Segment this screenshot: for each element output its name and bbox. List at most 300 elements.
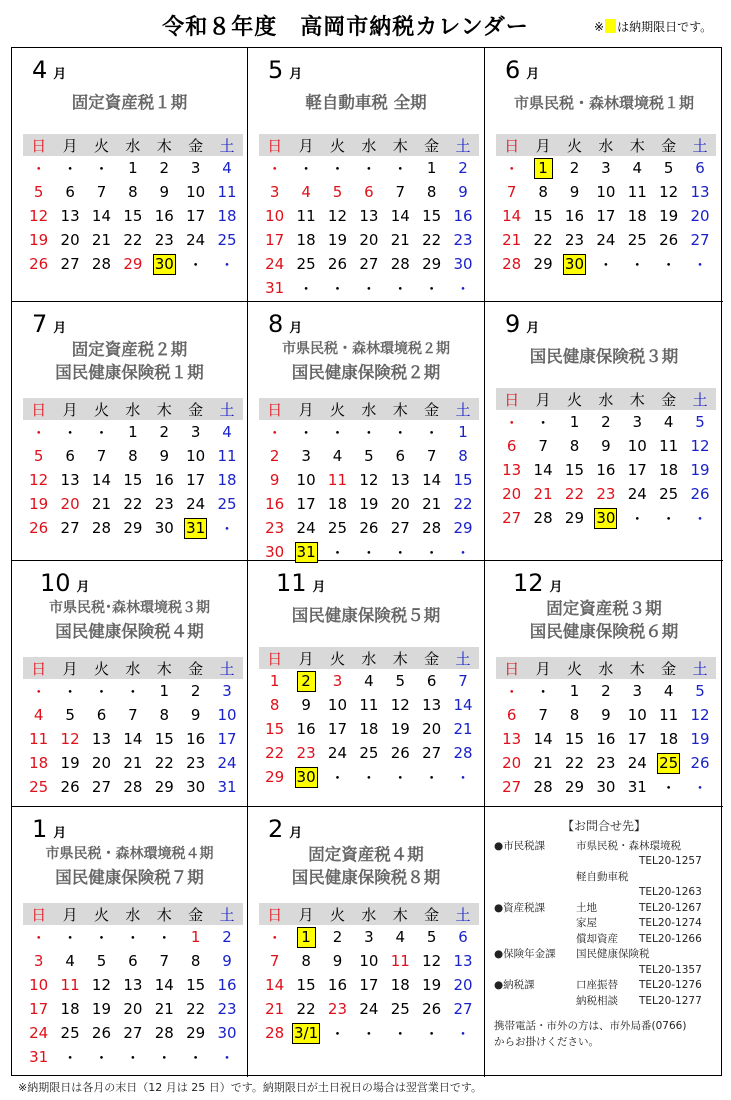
day-cell: 19 bbox=[60, 754, 80, 772]
day-cell: 17 bbox=[29, 1000, 49, 1018]
week-row bbox=[259, 468, 479, 492]
weekday-header: 水 bbox=[353, 398, 384, 420]
day-cell: 1 bbox=[569, 682, 580, 700]
month-calendar-table bbox=[259, 647, 479, 789]
week-row bbox=[496, 727, 716, 751]
week-row bbox=[496, 204, 716, 228]
weekday-header: 火 bbox=[322, 903, 353, 925]
day-cell: ・ bbox=[504, 682, 520, 701]
day-cell: 28 bbox=[265, 1024, 285, 1042]
weekday-header: 金 bbox=[416, 134, 447, 156]
day-cell: 29 bbox=[123, 255, 143, 273]
day-cell: 18 bbox=[659, 730, 679, 748]
week-row bbox=[23, 228, 243, 252]
day-cell: 16 bbox=[453, 207, 473, 225]
day-cell: 21 bbox=[154, 1000, 174, 1018]
day-cell: 16 bbox=[327, 976, 348, 994]
tax-item: 国民健康保険税７期 bbox=[55, 868, 204, 887]
day-cell: 19 bbox=[29, 495, 49, 513]
day-cell: 30 bbox=[596, 778, 616, 796]
day-cell: 3 bbox=[364, 928, 374, 946]
weekday-header: 金 bbox=[180, 398, 211, 420]
weekday-header: 月 bbox=[290, 647, 321, 669]
day-cell: 13 bbox=[502, 730, 522, 748]
day-cell: 7 bbox=[128, 706, 138, 724]
day-cell: 31 bbox=[217, 778, 237, 796]
month-number: 12 bbox=[513, 569, 544, 597]
day-cell: ・ bbox=[661, 255, 677, 274]
day-cell: ・ bbox=[392, 768, 408, 787]
day-cell bbox=[559, 252, 590, 276]
day-cell: 14 bbox=[453, 696, 473, 714]
contact-row bbox=[494, 978, 714, 994]
day-cell: ・ bbox=[156, 928, 172, 947]
day-cell: 24 bbox=[217, 754, 237, 772]
contact-note: 携帯電話・市外の方は、市外局番(0766) bbox=[494, 1020, 687, 1032]
week-row bbox=[259, 444, 479, 468]
day-cell: 18 bbox=[60, 1000, 80, 1018]
day-cell bbox=[290, 1021, 321, 1045]
day-cell: 30 bbox=[217, 1024, 237, 1042]
department: ●納税課 bbox=[494, 979, 535, 991]
week-row bbox=[23, 156, 243, 180]
day-cell: 27 bbox=[390, 519, 410, 537]
week-row bbox=[23, 703, 243, 727]
day-cell: 28 bbox=[533, 778, 553, 796]
day-cell: 16 bbox=[296, 720, 316, 738]
day-cell: 21 bbox=[533, 485, 553, 503]
day-cell: 25 bbox=[296, 255, 316, 273]
day-cell: ・ bbox=[62, 682, 78, 701]
day-cell: 14 bbox=[265, 976, 285, 994]
tax-item: 市県民税・森林環境税２期 bbox=[282, 341, 450, 357]
day-cell: 20 bbox=[422, 720, 442, 738]
day-cell: 9 bbox=[569, 183, 580, 201]
day-cell: 2 bbox=[159, 159, 170, 177]
day-cell: 4 bbox=[222, 159, 232, 177]
weekday-header: 月 bbox=[290, 134, 321, 156]
day-cell: 18 bbox=[659, 461, 679, 479]
weekday-header: 水 bbox=[117, 398, 148, 420]
day-cell: ・ bbox=[219, 519, 235, 538]
day-cell: 26 bbox=[91, 1024, 112, 1042]
week-row bbox=[23, 492, 243, 516]
month-label bbox=[276, 569, 326, 597]
week-row bbox=[23, 925, 243, 949]
day-cell: 6 bbox=[395, 447, 406, 465]
month-cell-8 bbox=[248, 302, 485, 561]
day-cell: 12 bbox=[359, 471, 379, 489]
day-cell: ・ bbox=[267, 159, 283, 178]
weekday-header: 土 bbox=[447, 903, 478, 925]
weekday-header: 木 bbox=[385, 903, 416, 925]
contact-row bbox=[494, 885, 714, 901]
month-number: 2 bbox=[268, 815, 284, 843]
day-cell: 18 bbox=[29, 754, 49, 772]
day-cell: 21 bbox=[390, 231, 410, 249]
day-cell: 8 bbox=[458, 447, 468, 465]
day-cell: 12 bbox=[327, 207, 348, 225]
weekday-header: 木 bbox=[385, 134, 416, 156]
day-cell: 17 bbox=[217, 730, 237, 748]
month-calendar-table bbox=[496, 657, 716, 799]
day-cell: 4 bbox=[301, 183, 311, 201]
tax-type: 納税相談 bbox=[576, 994, 618, 1007]
day-cell: 30 bbox=[265, 543, 285, 561]
due-date-highlight: 2 bbox=[297, 671, 316, 692]
day-cell: 24 bbox=[627, 485, 647, 503]
day-cell: 7 bbox=[506, 183, 517, 201]
day-cell: 13 bbox=[91, 730, 112, 748]
weekday-header: 水 bbox=[353, 647, 384, 669]
day-cell bbox=[290, 669, 321, 693]
footnote: ※納期限日は各月の末日（12 月は 25 日）です。納期限日が土日祝日の場合は翌営業日です。 bbox=[18, 1081, 482, 1094]
day-cell: 20 bbox=[390, 495, 410, 513]
day-cell: 15 bbox=[564, 730, 585, 748]
week-row bbox=[496, 506, 716, 530]
day-cell: 6 bbox=[506, 706, 517, 724]
tax-due-list bbox=[12, 338, 247, 384]
day-cell: ・ bbox=[361, 543, 377, 562]
weekday-header: 日 bbox=[23, 657, 54, 679]
weekday-header: 金 bbox=[653, 657, 684, 679]
day-cell: ・ bbox=[361, 423, 377, 442]
weekday-header: 日 bbox=[23, 903, 54, 925]
month-cell-12 bbox=[485, 561, 723, 807]
day-cell: 14 bbox=[390, 207, 410, 225]
day-cell: 2 bbox=[190, 682, 201, 700]
day-cell: 11 bbox=[359, 696, 379, 714]
tax-type: 国民健康保険税 bbox=[576, 948, 650, 960]
day-cell: 14 bbox=[154, 976, 174, 994]
tax-due-list bbox=[248, 843, 484, 889]
week-row bbox=[496, 180, 716, 204]
week-row bbox=[23, 973, 243, 997]
day-cell: ・ bbox=[361, 1024, 377, 1043]
day-cell: 16 bbox=[265, 495, 285, 513]
month-suffix: 月 bbox=[526, 67, 540, 82]
day-cell: 4 bbox=[632, 159, 643, 177]
day-cell: 28 bbox=[502, 255, 522, 273]
contact-cell bbox=[485, 807, 723, 1077]
tax-item: 固定資産税４期 bbox=[308, 845, 424, 864]
week-row bbox=[23, 516, 243, 540]
day-cell: 10 bbox=[265, 207, 285, 225]
weekday-header: 木 bbox=[149, 657, 180, 679]
tax-due-list bbox=[12, 92, 247, 114]
day-cell: 23 bbox=[596, 754, 616, 772]
day-cell: ・ bbox=[535, 682, 551, 701]
month-number: 9 bbox=[505, 310, 521, 338]
day-cell: 16 bbox=[154, 471, 174, 489]
day-cell: 10 bbox=[217, 706, 237, 724]
day-cell: 19 bbox=[359, 495, 379, 513]
highlight-swatch bbox=[605, 19, 616, 33]
day-cell: ・ bbox=[361, 159, 377, 178]
day-cell: 23 bbox=[154, 231, 174, 249]
day-cell: 26 bbox=[690, 485, 710, 503]
contact-row bbox=[494, 839, 714, 855]
day-cell: 13 bbox=[690, 183, 710, 201]
day-cell: ・ bbox=[93, 423, 109, 442]
day-cell: 15 bbox=[422, 207, 442, 225]
weekday-header: 月 bbox=[290, 398, 321, 420]
month-number: 4 bbox=[32, 56, 48, 84]
day-cell: 12 bbox=[690, 437, 710, 455]
day-cell: 18 bbox=[217, 471, 237, 489]
day-cell: ・ bbox=[392, 279, 408, 298]
day-cell: ・ bbox=[329, 543, 345, 562]
day-cell: 12 bbox=[659, 183, 679, 201]
month-cell-7 bbox=[12, 302, 248, 561]
day-cell: 27 bbox=[123, 1024, 143, 1042]
day-cell: 18 bbox=[296, 231, 316, 249]
day-cell: 14 bbox=[533, 461, 553, 479]
weekday-header: 月 bbox=[54, 657, 85, 679]
day-cell: ・ bbox=[392, 543, 408, 562]
week-row bbox=[23, 997, 243, 1021]
day-cell: ・ bbox=[219, 255, 235, 274]
day-cell: 2 bbox=[332, 928, 343, 946]
tax-item: 市県民税・森林環境税４期 bbox=[45, 846, 214, 862]
day-cell: 10 bbox=[296, 471, 316, 489]
weekday-header: 日 bbox=[23, 134, 54, 156]
month-suffix: 月 bbox=[53, 826, 67, 841]
month-suffix: 月 bbox=[549, 580, 563, 595]
day-cell: 1 bbox=[159, 682, 170, 700]
department: ●保険年金課 bbox=[494, 948, 556, 960]
month-suffix: 月 bbox=[526, 321, 540, 336]
day-cell: ・ bbox=[661, 778, 677, 797]
day-cell bbox=[290, 925, 321, 949]
day-cell: 30 bbox=[186, 778, 206, 796]
day-cell: 13 bbox=[60, 471, 80, 489]
day-cell: 7 bbox=[458, 672, 468, 690]
week-row bbox=[259, 949, 479, 973]
day-cell: 19 bbox=[422, 976, 442, 994]
day-cell: 17 bbox=[296, 495, 316, 513]
day-cell: 14 bbox=[91, 207, 112, 225]
day-cell: 2 bbox=[159, 423, 170, 441]
day-cell: ・ bbox=[31, 682, 47, 701]
day-cell: ・ bbox=[424, 768, 440, 787]
day-cell: 10 bbox=[627, 437, 647, 455]
day-cell: 27 bbox=[502, 509, 522, 527]
day-cell: 20 bbox=[123, 1000, 143, 1018]
month-cell-9 bbox=[485, 302, 723, 561]
month-cell-11 bbox=[248, 561, 485, 807]
day-cell: ・ bbox=[455, 768, 471, 787]
weekday-header: 土 bbox=[684, 388, 715, 410]
day-cell: 10 bbox=[186, 183, 206, 201]
day-cell: 29 bbox=[123, 519, 143, 537]
contact-info bbox=[494, 819, 714, 1050]
day-cell: 11 bbox=[60, 976, 80, 994]
tax-item: 軽自動車税 全期 bbox=[305, 93, 427, 112]
day-cell: ・ bbox=[329, 279, 345, 298]
day-cell: ・ bbox=[219, 1048, 235, 1067]
day-cell: ・ bbox=[93, 1048, 109, 1067]
month-suffix: 月 bbox=[289, 826, 303, 841]
week-row bbox=[496, 410, 716, 434]
weekday-header: 火 bbox=[322, 398, 353, 420]
day-cell: 8 bbox=[128, 183, 138, 201]
weekday-header: 木 bbox=[149, 398, 180, 420]
day-cell: 26 bbox=[29, 255, 49, 273]
weekday-header: 土 bbox=[211, 398, 242, 420]
month-calendar-table bbox=[259, 134, 479, 300]
day-cell: 4 bbox=[222, 423, 232, 441]
weekday-header: 火 bbox=[322, 134, 353, 156]
month-label bbox=[268, 56, 302, 84]
day-cell: 5 bbox=[663, 159, 674, 177]
day-cell: 5 bbox=[695, 413, 705, 431]
week-row bbox=[23, 180, 243, 204]
week-row bbox=[259, 669, 479, 693]
contact-row bbox=[494, 870, 714, 886]
day-cell: 22 bbox=[123, 495, 143, 513]
day-cell: 11 bbox=[296, 207, 316, 225]
weekday-header: 日 bbox=[23, 398, 54, 420]
contact-row bbox=[494, 994, 714, 1010]
day-cell: 17 bbox=[186, 207, 206, 225]
day-cell: 13 bbox=[422, 696, 442, 714]
tax-item: 国民健康保険税５期 bbox=[291, 606, 441, 625]
day-cell: 12 bbox=[390, 696, 410, 714]
weekday-header: 木 bbox=[149, 134, 180, 156]
contact-row bbox=[494, 901, 714, 917]
weekday-header: 水 bbox=[353, 903, 384, 925]
tax-due-list bbox=[248, 605, 484, 627]
week-row bbox=[23, 775, 243, 799]
phone-number: TEL20-1266 bbox=[639, 932, 702, 945]
day-cell: 28 bbox=[91, 519, 112, 537]
week-row bbox=[496, 482, 716, 506]
phone-number: TEL20-1267 bbox=[639, 901, 702, 914]
day-cell: 3 bbox=[632, 413, 643, 431]
day-cell: 21 bbox=[533, 754, 553, 772]
day-cell: 11 bbox=[217, 183, 237, 201]
day-cell: 1 bbox=[128, 423, 138, 441]
due-date-highlight: 1 bbox=[534, 158, 553, 179]
weekday-header: 日 bbox=[259, 903, 290, 925]
week-row bbox=[259, 156, 479, 180]
tax-item: 固定資産税３期 bbox=[546, 599, 662, 618]
day-cell: ・ bbox=[93, 159, 109, 178]
day-cell bbox=[653, 751, 684, 775]
month-number: 11 bbox=[276, 569, 307, 597]
weekday-header: 金 bbox=[180, 657, 211, 679]
day-cell: 23 bbox=[596, 485, 616, 503]
day-cell: ・ bbox=[267, 423, 283, 442]
day-cell: 25 bbox=[627, 231, 647, 249]
month-calendar-table bbox=[496, 388, 716, 530]
day-cell: 12 bbox=[91, 976, 112, 994]
day-cell: 16 bbox=[154, 207, 174, 225]
day-cell: ・ bbox=[692, 509, 708, 528]
tax-type: 償却資産 bbox=[576, 932, 618, 945]
day-cell: 8 bbox=[269, 696, 280, 714]
day-cell: 3 bbox=[190, 159, 201, 177]
day-cell: ・ bbox=[31, 928, 47, 947]
weekday-header: 火 bbox=[559, 657, 590, 679]
weekday-header: 土 bbox=[447, 398, 478, 420]
day-cell: 14 bbox=[123, 730, 143, 748]
month-calendar-table bbox=[23, 657, 243, 799]
weekday-header: 火 bbox=[86, 134, 117, 156]
day-cell: 6 bbox=[695, 159, 705, 177]
day-cell: 17 bbox=[265, 231, 285, 249]
day-cell: 2 bbox=[601, 682, 611, 700]
tax-item: 国民健康保険税８期 bbox=[291, 868, 441, 887]
month-label bbox=[32, 56, 66, 84]
tax-due-list bbox=[12, 597, 247, 643]
day-cell: 29 bbox=[154, 778, 174, 796]
day-cell: 13 bbox=[453, 952, 473, 970]
day-cell: 4 bbox=[663, 413, 674, 431]
weekday-header: 水 bbox=[590, 657, 621, 679]
day-cell: 6 bbox=[364, 183, 374, 201]
day-cell: 14 bbox=[533, 730, 553, 748]
weekday-header: 月 bbox=[290, 903, 321, 925]
day-cell: 6 bbox=[128, 952, 138, 970]
day-cell: 26 bbox=[327, 255, 348, 273]
month-suffix: 月 bbox=[289, 67, 303, 82]
day-cell: 2 bbox=[458, 159, 468, 177]
day-cell: 5 bbox=[364, 447, 374, 465]
day-cell: 15 bbox=[123, 207, 143, 225]
day-cell: 20 bbox=[60, 495, 80, 513]
day-cell: 22 bbox=[564, 754, 585, 772]
weekday-header: 金 bbox=[653, 134, 684, 156]
tax-item: 市県民税・森林環境税１期 bbox=[513, 94, 694, 112]
day-cell: 17 bbox=[627, 730, 647, 748]
day-cell: 31 bbox=[627, 778, 647, 796]
day-cell: 23 bbox=[265, 519, 285, 537]
day-cell: 21 bbox=[265, 1000, 285, 1018]
tax-due-list bbox=[485, 597, 723, 643]
day-cell: ・ bbox=[62, 1048, 78, 1067]
day-cell: 9 bbox=[458, 183, 468, 201]
day-cell: 2 bbox=[601, 413, 611, 431]
day-cell: 9 bbox=[601, 706, 611, 724]
day-cell: 7 bbox=[538, 437, 548, 455]
week-row bbox=[259, 717, 479, 741]
day-cell bbox=[590, 506, 621, 530]
day-cell: 25 bbox=[217, 231, 237, 249]
week-row bbox=[259, 997, 479, 1021]
day-cell: 16 bbox=[596, 730, 616, 748]
day-cell: 5 bbox=[332, 183, 343, 201]
day-cell: 25 bbox=[359, 744, 379, 762]
day-cell bbox=[149, 252, 180, 276]
tax-item: 固定資産税２期 bbox=[71, 340, 188, 359]
day-cell: 26 bbox=[690, 754, 710, 772]
day-cell: 13 bbox=[60, 207, 80, 225]
week-row bbox=[259, 693, 479, 717]
contact-row bbox=[494, 916, 714, 932]
day-cell: 19 bbox=[327, 231, 348, 249]
week-row bbox=[259, 516, 479, 540]
week-row bbox=[23, 444, 243, 468]
day-cell: 8 bbox=[569, 437, 580, 455]
week-row bbox=[23, 468, 243, 492]
day-cell: 29 bbox=[265, 768, 285, 786]
day-cell: 6 bbox=[506, 437, 517, 455]
day-cell: ・ bbox=[93, 682, 109, 701]
day-cell: 8 bbox=[128, 447, 138, 465]
day-cell: 9 bbox=[159, 183, 170, 201]
